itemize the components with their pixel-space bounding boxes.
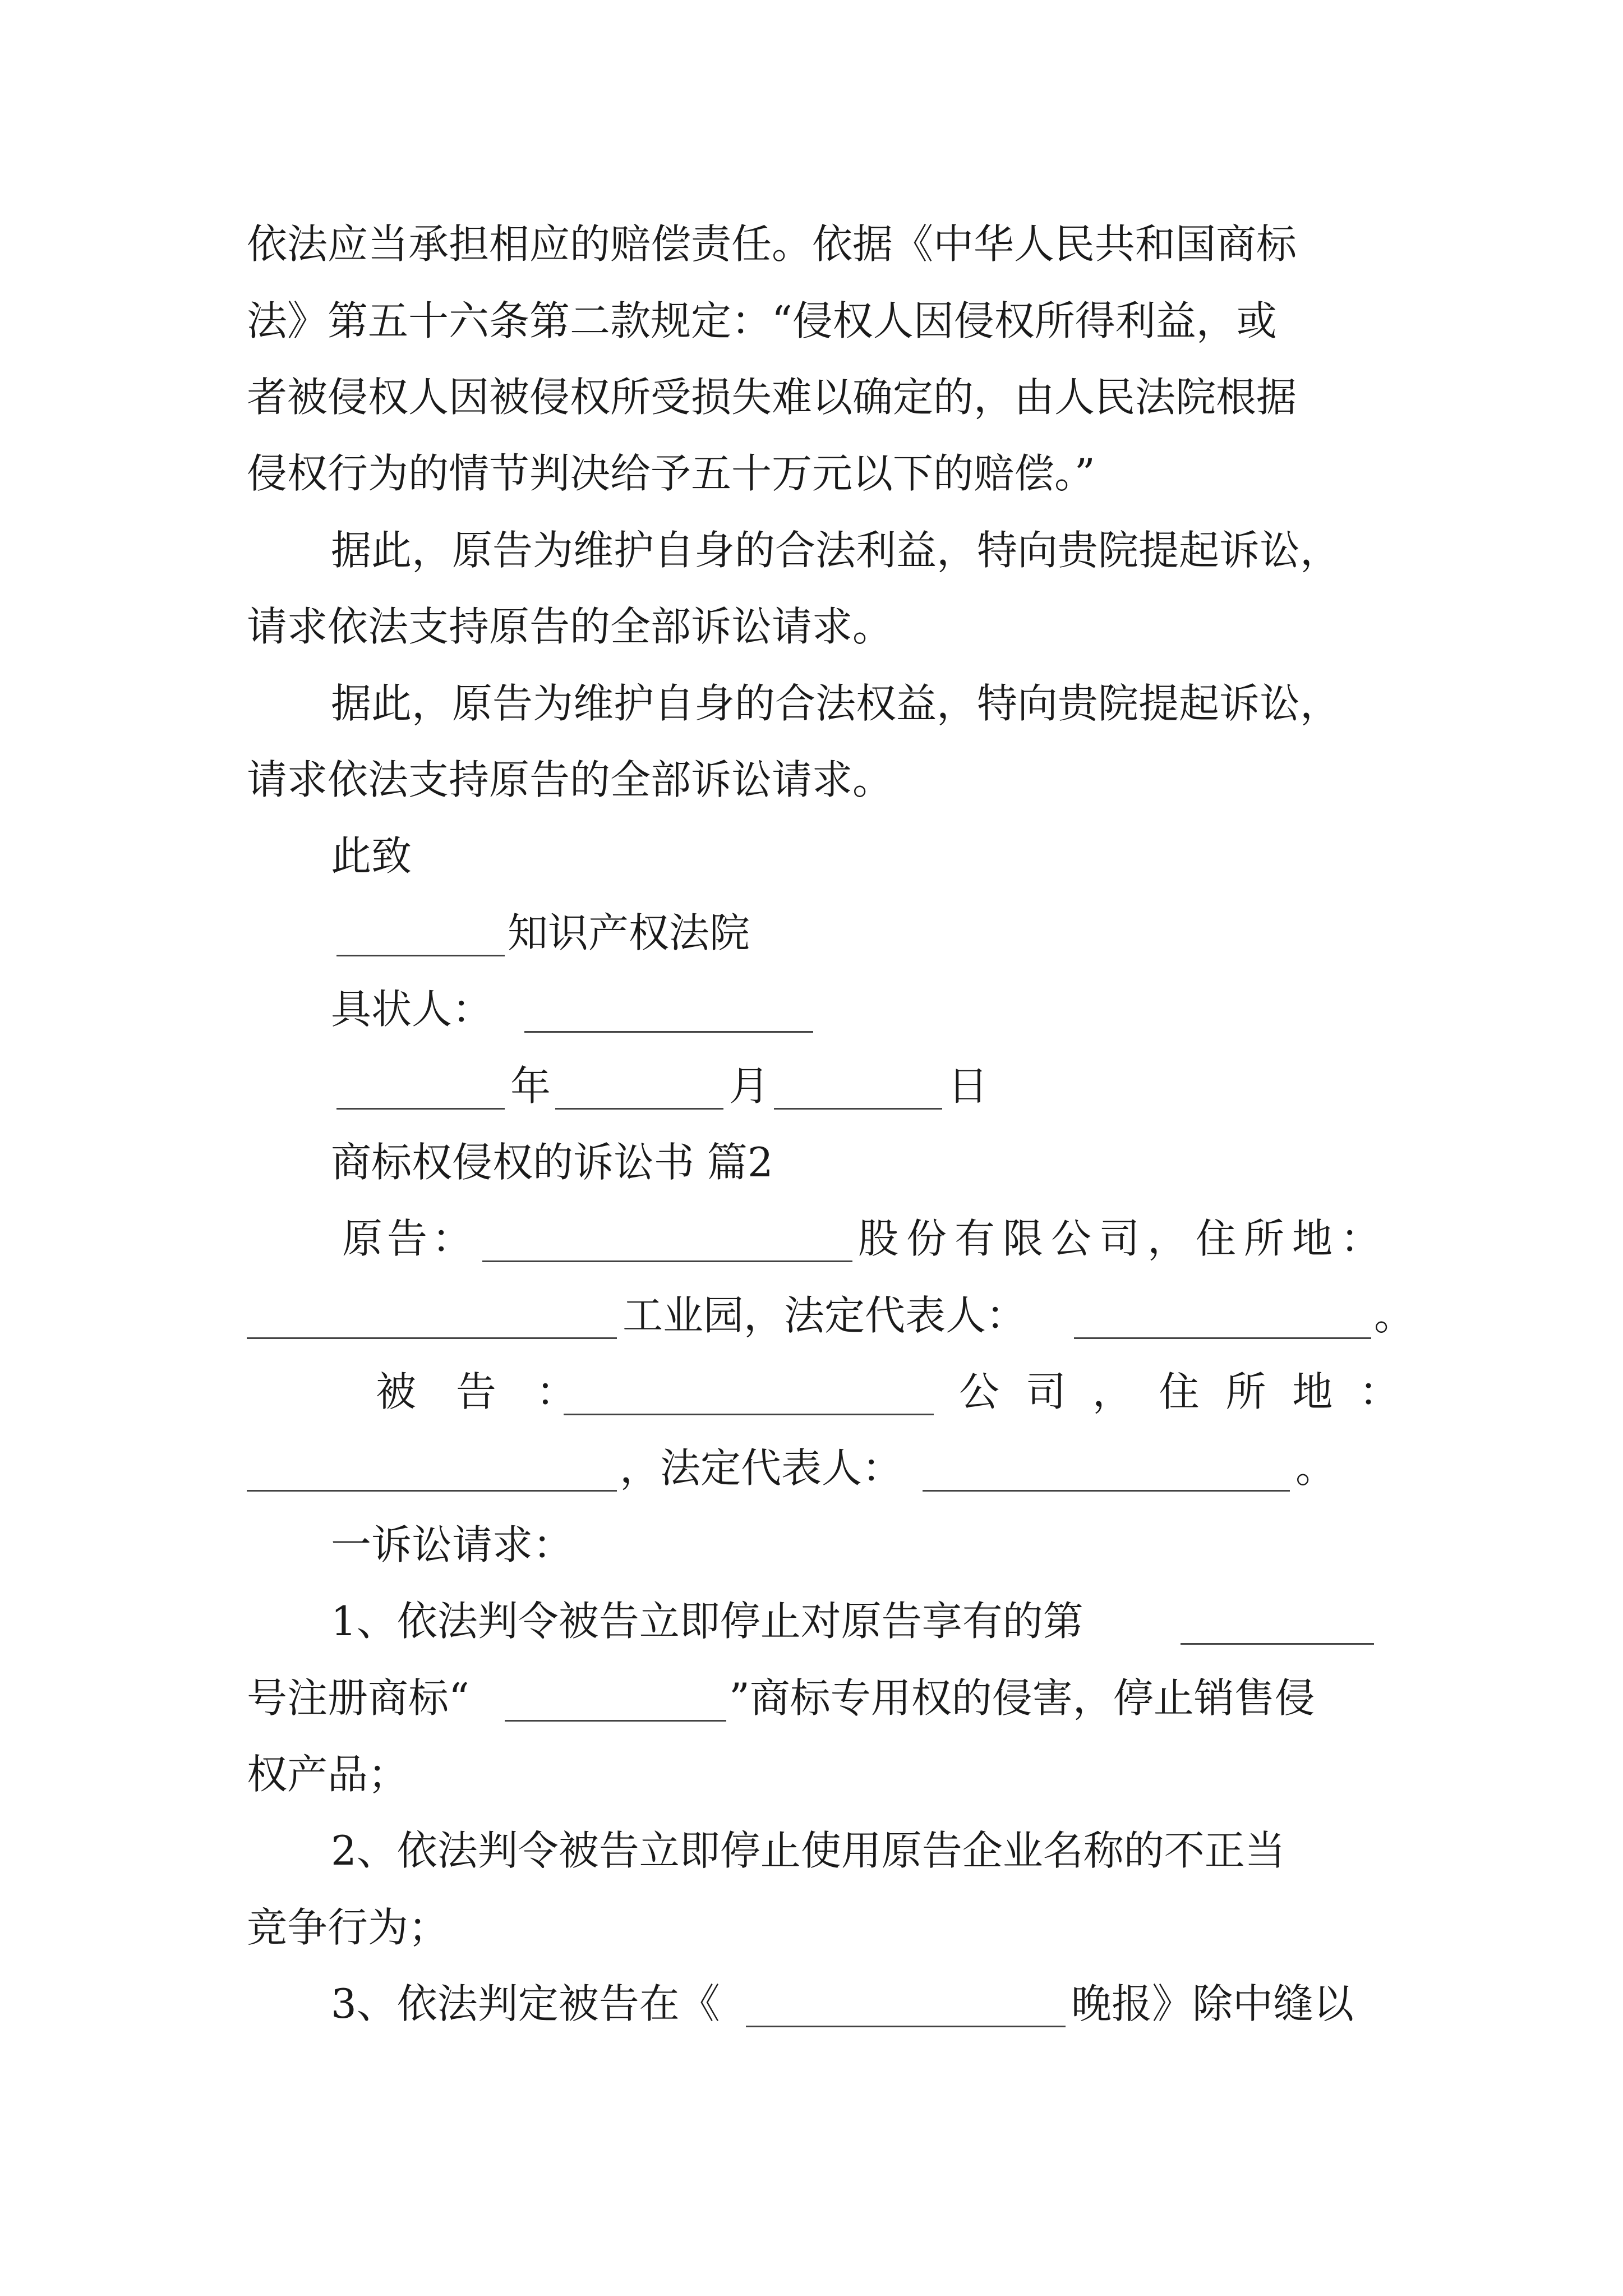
paragraph-line: 请求依法支持原告的全部诉讼请求。 [247,756,893,803]
plaintiff-address-suffix: 工业园，法定代表人： [623,1292,1027,1339]
paragraph-line: 依法应当承担相应的赔偿责任。依据《中华人民共和国商标 [247,220,1297,268]
paragraph-line: 据此，原告为维护自身的合法利益，特向贵院提起诉讼， [331,527,1341,574]
date-month-blank[interactable] [555,1058,723,1114]
salutation: 此致 [331,832,412,880]
defendant-address-blank[interactable] [247,1440,617,1496]
paragraph-line: 据此，原告为维护自身的合法权益，特向贵院提起诉讼， [331,680,1341,727]
claim-3-text: 3、依法判定被告在《 [331,1980,720,2027]
defendant-end-punct: 。 [1295,1444,1336,1492]
court-name-blank[interactable] [336,905,505,961]
claim-1-text: 1、依法判令被告立即停止对原告享有的第 [331,1598,1083,1645]
defendant-rep-label: ，法定代表人： [620,1444,903,1492]
date-year-blank[interactable] [336,1058,505,1114]
plaintiff-label: 原告： [342,1215,477,1262]
newspaper-name-blank[interactable] [746,1976,1066,2032]
claim-3-text: 晚报》除中缝以 [1071,1980,1354,2027]
defendant-company-suffix: 公 司 ， 住 所 地 ： [959,1368,1407,1415]
date-day-label: 日 [948,1062,989,1110]
claim-1-text: ”商标专用权的侵害，停止销售侵 [729,1674,1315,1722]
claim-1-text: 号注册商标“ [247,1674,469,1722]
plaintiff-company-blank[interactable] [482,1211,852,1267]
plaintiff-company-suffix: 股份有限公司，住所地： [858,1215,1389,1262]
defendant-representative-blank[interactable] [923,1440,1290,1496]
paragraph-line: 侵权行为的情节判决给予五十万元以下的赔偿。” [247,450,1095,497]
trademark-number-blank[interactable] [1181,1593,1374,1649]
section-title: 商标权侵权的诉讼书 篇2 [331,1139,773,1186]
paragraph-line: 法》第五十六条第二款规定：“侵权人因侵权所得利益，或 [247,297,1277,344]
date-day-blank[interactable] [774,1058,942,1114]
claim-2-text: 竞争行为； [247,1904,449,1951]
paragraph-line: 者被侵权人因被侵权所受损失难以确定的，由人民法院根据 [247,374,1297,421]
defendant-label: 被 告 ： [376,1368,590,1415]
signatory-label: 具状人： [331,986,493,1033]
claims-heading: 一诉讼请求： [331,1521,574,1568]
date-year-label: 年 [510,1062,551,1110]
date-month-label: 月 [729,1062,770,1110]
claim-1-text: 权产品； [247,1751,409,1798]
paragraph-line: 请求依法支持原告的全部诉讼请求。 [247,603,893,650]
defendant-company-blank[interactable] [564,1364,934,1420]
signatory-blank[interactable] [524,981,813,1037]
court-suffix: 知识产权法院 [508,909,750,956]
plaintiff-representative-blank[interactable] [1074,1287,1371,1343]
claim-2-text: 2、依法判令被告立即停止使用原告企业名称的不正当 [331,1827,1285,1874]
plaintiff-address-blank[interactable] [247,1287,617,1343]
trademark-name-blank[interactable] [505,1670,726,1726]
plaintiff-end-punct: 。 [1374,1292,1415,1339]
